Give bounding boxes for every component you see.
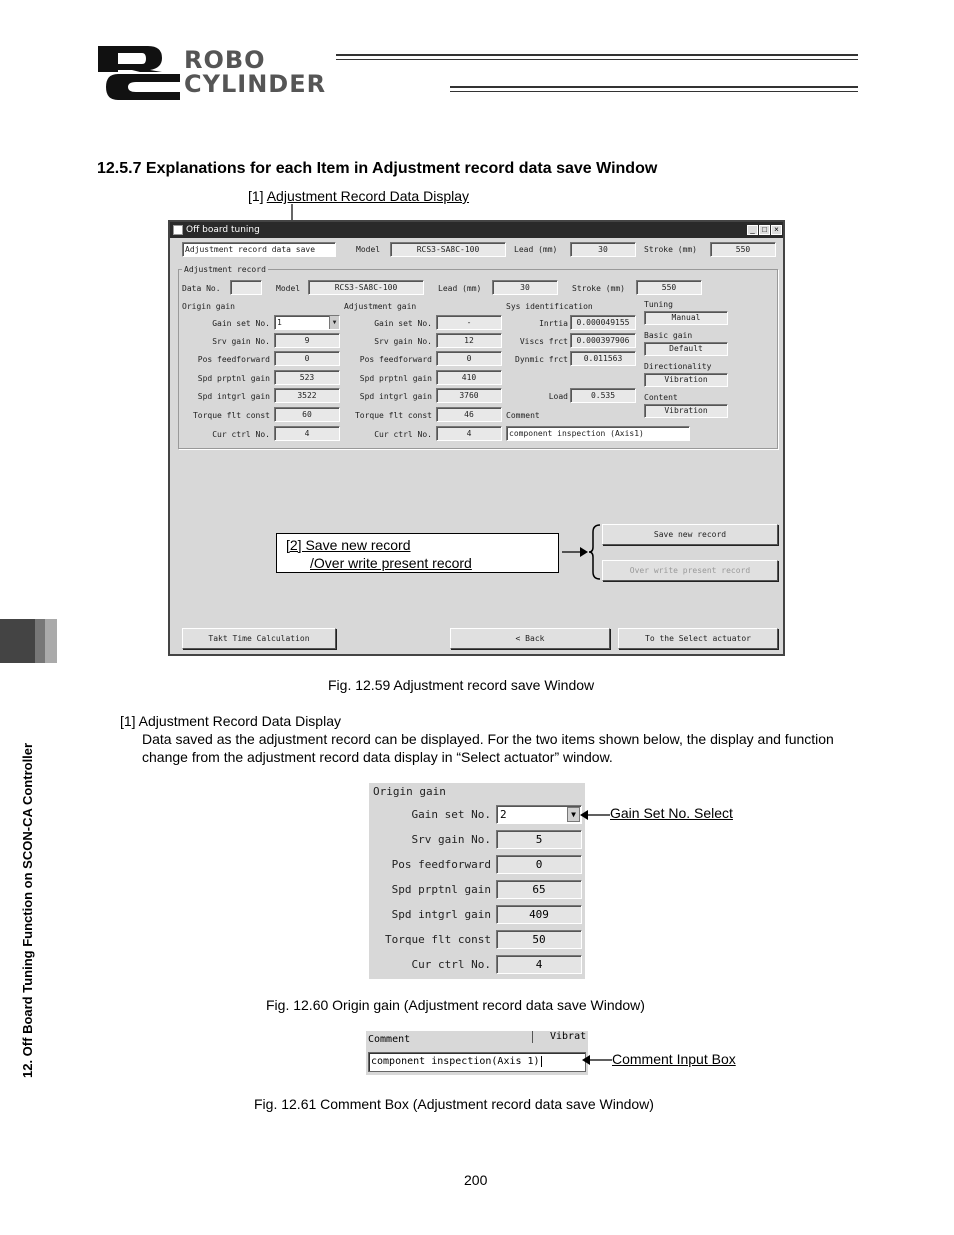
gain-set-annotation: Gain Set No. Select xyxy=(610,805,733,821)
callout-2-box xyxy=(276,533,559,573)
data-no-field xyxy=(230,280,262,295)
comment-label: Comment xyxy=(506,411,540,420)
off-board-tuning-window xyxy=(168,220,785,656)
mode-field: Adjustment record data save xyxy=(182,242,336,257)
og-zoom-label: Pos feedforward xyxy=(391,858,491,871)
fig-12-61-caption: Fig. 12.61 Comment Box (Adjustment record data save Window) xyxy=(254,1096,654,1112)
directionality-value: Vibration xyxy=(644,373,728,387)
chevron-down-icon: ▼ xyxy=(329,316,339,329)
callout-2-arrow-brace xyxy=(560,522,602,582)
top-lead-field: 30 xyxy=(570,242,636,257)
ag-row-label: Spd intgrl gain xyxy=(359,392,432,401)
header-rule-top xyxy=(336,54,858,56)
overwrite-record-button[interactable]: Over write present record xyxy=(602,560,778,581)
rec-stroke-field: 550 xyxy=(636,280,702,295)
rec-stroke-label: Stroke (mm) xyxy=(572,284,625,293)
top-model-label: Model xyxy=(356,245,381,254)
tuning-label: Tuning xyxy=(644,300,673,309)
save-new-record-button[interactable]: Save new record xyxy=(602,524,778,545)
tuning-value: Manual xyxy=(644,311,728,325)
og-row-label: Cur ctrl No. xyxy=(212,430,270,439)
ag-row-label: Srv gain No. xyxy=(374,337,432,346)
chapter-tab-stripe xyxy=(35,619,45,663)
close-icon[interactable]: × xyxy=(771,225,782,235)
data-no-label: Data No. xyxy=(182,284,221,293)
directionality-label: Directionality xyxy=(644,362,712,371)
callout-1-text: Adjustment Record Data Display xyxy=(266,188,470,204)
app-icon xyxy=(173,225,183,235)
og-zoom-label: Torque flt const xyxy=(385,933,491,946)
og-zoom-gain-set-select[interactable]: 2 ▼ xyxy=(496,805,582,824)
ag-row-value: 3760 xyxy=(436,388,502,403)
og-zoom-value: 50 xyxy=(496,930,582,949)
ag-row-value: 12 xyxy=(436,333,502,348)
og-row-label: Gain set No. xyxy=(212,319,270,328)
item1-body: Data saved as the adjustment record can be displayed. For the two items shown below, the display and function change from the adjustment record data display in “Select actuator” window. xyxy=(142,731,834,765)
callout-2-line2: /Over write present record xyxy=(310,555,472,571)
fig-12-59-caption: Fig. 12.59 Adjustment record save Window xyxy=(328,677,595,693)
gain-set-arrow xyxy=(580,809,610,821)
back-button[interactable]: < Back xyxy=(450,628,610,649)
origin-gain-title: Origin gain xyxy=(182,302,235,311)
ag-row-label: Spd prptnl gain xyxy=(359,374,432,383)
section-title: 12.5.7 Explanations for each Item in Adjustment record data save Window xyxy=(97,160,658,177)
og-row-label: Srv gain No. xyxy=(212,337,270,346)
adjustment-gain-title: Adjustment gain xyxy=(344,302,417,311)
content-value: Vibration xyxy=(644,404,728,418)
comment-arrow xyxy=(582,1054,612,1066)
og-row-label: Spd prptnl gain xyxy=(197,374,270,383)
ag-row-label: Gain set No. xyxy=(374,319,432,328)
origin-gain-zoom-panel xyxy=(369,783,585,979)
rc-logo-mark xyxy=(96,44,180,100)
top-lead-label: Lead (mm) xyxy=(514,245,558,254)
ag-row-value: 0 xyxy=(436,351,502,366)
sysid-row-value: 0.000049155 xyxy=(570,315,636,330)
ag-row-value: - xyxy=(436,315,502,330)
og-row-value: 523 xyxy=(274,370,340,385)
ag-row-value: 46 xyxy=(436,407,502,422)
og-zoom-value: 65 xyxy=(496,880,582,899)
og-row-value: 4 xyxy=(274,426,340,441)
og-zoom-value: 5 xyxy=(496,830,582,849)
og-row-label: Torque flt const xyxy=(192,411,270,420)
sysid-row-value: 0.011563 xyxy=(570,351,636,366)
comment-annotation: Comment Input Box xyxy=(612,1051,736,1067)
og-row-label: Spd intgrl gain xyxy=(197,392,270,401)
og-zoom-label: Gain set No. xyxy=(411,808,491,821)
header-rule-top-thin xyxy=(336,59,858,60)
minimize-icon[interactable]: _ xyxy=(747,225,758,235)
sysid-row-value: 0.000397906 xyxy=(570,333,636,348)
logo-robo-text: ROBO xyxy=(184,46,266,74)
window-titlebar xyxy=(170,222,783,238)
page-number: 200 xyxy=(464,1172,488,1188)
og-zoom-value: 4 xyxy=(496,955,582,974)
og-zoom-label: Srv gain No. xyxy=(411,833,491,846)
rec-model-label: Model xyxy=(276,284,301,293)
chapter-tab xyxy=(0,619,35,663)
sysid-row-label: Load xyxy=(548,392,568,401)
item1-heading: [1] Adjustment Record Data Display xyxy=(120,713,341,729)
header-rule-bottom-thin xyxy=(450,91,858,92)
rec-lead-label: Lead (mm) xyxy=(438,284,482,293)
basic-gain-label: Basic gain xyxy=(644,331,693,340)
basic-gain-value: Default xyxy=(644,342,728,356)
og-zoom-label: Spd intgrl gain xyxy=(391,908,491,921)
takt-time-button[interactable]: Takt Time Calculation xyxy=(182,628,336,649)
sysid-row-label: Dynmic frct xyxy=(515,355,568,364)
top-stroke-field: 550 xyxy=(710,242,776,257)
sysid-row-value: 0.535 xyxy=(570,388,636,403)
chapter-tab-stripe-light xyxy=(45,619,57,663)
chapter-side-title: 12. Off Board Tuning Function on SCON-CA Controller xyxy=(20,742,35,1078)
og-row-value: 0 xyxy=(274,351,340,366)
ag-row-label: Cur ctrl No. xyxy=(374,430,432,439)
cm-zoom-input[interactable]: component inspection(Axis 1) xyxy=(368,1052,586,1072)
logo-cylinder-text: CYLINDER xyxy=(184,70,327,98)
ag-row-label: Pos feedforward xyxy=(359,355,432,364)
cm-divider xyxy=(532,1031,533,1043)
og-zoom-value: 409 xyxy=(496,905,582,924)
og-zoom-label: Spd prptnl gain xyxy=(391,883,491,896)
top-stroke-label: Stroke (mm) xyxy=(644,245,697,254)
ag-row-value: 4 xyxy=(436,426,502,441)
callout-1-num: [1] xyxy=(248,188,264,204)
rec-model-field: RCS3-SA8C-100 xyxy=(308,280,424,295)
og-zoom-value: 0 xyxy=(496,855,582,874)
top-model-field: RCS3-SA8C-100 xyxy=(390,242,506,257)
callout-1 xyxy=(248,188,469,204)
window-title: Off board tuning xyxy=(186,225,260,235)
og-gain-set-select[interactable]: 1 ▼ xyxy=(274,315,340,330)
og-zoom-title: Origin gain xyxy=(373,785,446,798)
og-row-value: 9 xyxy=(274,333,340,348)
cm-zoom-label: Comment xyxy=(368,1034,411,1045)
cm-zoom-partial-label: Vibrat xyxy=(550,1031,587,1042)
ag-row-label: Torque flt const xyxy=(354,411,432,420)
sysid-row-label: Viscs frct xyxy=(519,337,568,346)
maximize-icon[interactable]: □ xyxy=(759,225,770,235)
adjustment-record-title: Adjustment record xyxy=(184,265,266,274)
comment-zoom-panel xyxy=(366,1031,588,1075)
og-row-label: Pos feedforward xyxy=(197,355,270,364)
sys-id-title: Sys identification xyxy=(506,302,593,311)
og-row-value: 3522 xyxy=(274,388,340,403)
comment-input[interactable]: component inspection (Axis1) xyxy=(506,426,690,441)
content-label: Content xyxy=(644,393,678,402)
og-zoom-label: Cur ctrl No. xyxy=(411,958,491,971)
sysid-row-label: Inrtia xyxy=(539,319,568,328)
callout-2-line1: [2] Save new record xyxy=(286,537,411,553)
og-row-value: 60 xyxy=(274,407,340,422)
chevron-down-icon: ▼ xyxy=(567,807,580,822)
fig-12-60-caption: Fig. 12.60 Origin gain (Adjustment record data save Window) xyxy=(266,997,645,1013)
header-rule-bottom xyxy=(450,86,858,88)
ag-row-value: 410 xyxy=(436,370,502,385)
rec-lead-field: 30 xyxy=(492,280,558,295)
to-select-actuator-button[interactable]: To the Select actuator xyxy=(618,628,778,649)
